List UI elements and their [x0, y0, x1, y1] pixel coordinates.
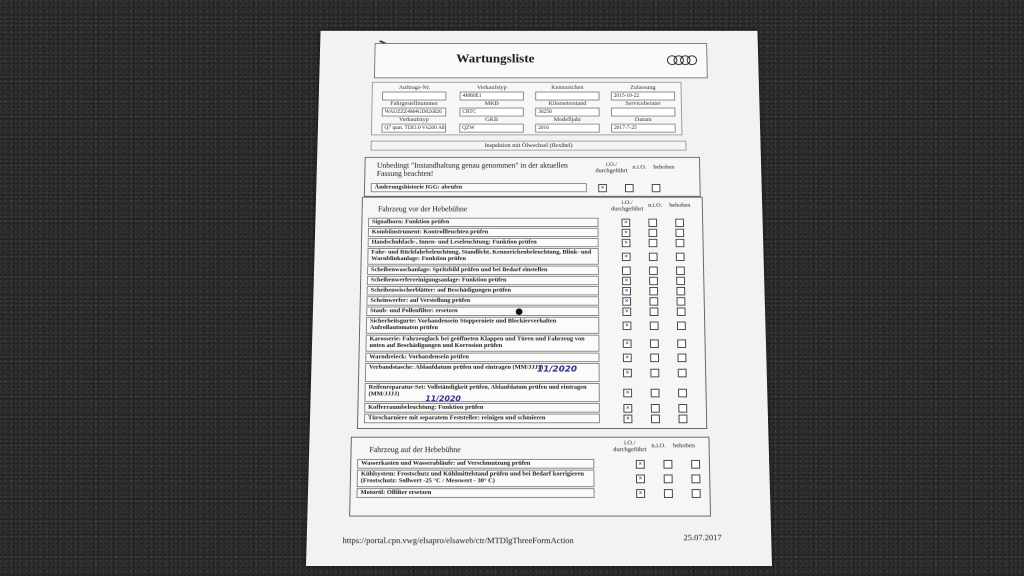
checklist-row	[366, 317, 599, 334]
checkbox-behoben[interactable]	[692, 489, 701, 498]
info-field-label: Datum	[634, 116, 652, 123]
checklist-row-label: Verbandstasche: Ablaufdatum prüfen und eintragen (MM/JJJJ)	[368, 364, 544, 371]
checkbox-nio[interactable]	[649, 229, 658, 237]
checklist-row-label: Staub- und Pollenfilter: ersetzen	[370, 307, 458, 315]
column-nio-header: n.i.O.	[648, 202, 663, 209]
section-on-lift-heading: Fahrzeug auf der Hebebühne	[369, 445, 461, 455]
checklist-row-label: Warndreieck: Vorhandensein prüfen	[369, 353, 469, 361]
checklist-row-label: Karosserie: Fahrzeuglack bei geöffneten Klappen und Türen und Fahrzeug von unten auf Beschädigungen und Korrosion prüfen	[369, 335, 585, 349]
checkbox-behoben[interactable]	[691, 474, 700, 483]
checkbox-behoben[interactable]	[678, 415, 687, 424]
column-nio-header: n.i.O.	[632, 164, 647, 171]
checklist-row	[371, 183, 587, 192]
checklist-row-label: Scheinwerfer: auf Verstellung prüfen	[370, 297, 471, 304]
checklist-row	[365, 353, 599, 362]
maintenance-sheet	[306, 31, 772, 566]
info-field	[535, 84, 599, 100]
checkbox-io[interactable]: ×	[636, 489, 645, 498]
checkbox-io[interactable]: ×	[622, 287, 631, 295]
section-igg	[364, 157, 701, 197]
checkbox-nio[interactable]	[649, 239, 658, 247]
checklist-row	[357, 470, 595, 488]
column-io-header: i.O./ durchgeführt	[613, 439, 647, 454]
info-field-label: Modelljahr	[553, 116, 582, 123]
checklist-row	[367, 286, 599, 295]
section-before-lift-heading: Fahrzeug vor der Hebebühne	[377, 204, 468, 214]
checklist-row	[368, 238, 599, 247]
checklist-row	[368, 218, 598, 227]
checklist-row	[356, 488, 594, 498]
info-field	[535, 100, 599, 116]
info-field-label: Verkaufstyp	[398, 116, 429, 123]
checkbox-io[interactable]: ×	[622, 219, 631, 227]
checklist-row-label: Wasserkasten und Wasserabläufe: auf Verschmutzung prüfen	[361, 459, 531, 467]
checkbox-behoben[interactable]	[675, 229, 684, 237]
checkbox-nio[interactable]	[650, 308, 659, 316]
checkbox-behoben[interactable]	[676, 267, 685, 275]
checklist-row	[366, 307, 599, 316]
checkbox-io[interactable]: ×	[622, 239, 631, 247]
checkbox-io[interactable]: ×	[623, 354, 632, 363]
checkbox-nio[interactable]	[625, 184, 634, 192]
info-field	[382, 84, 446, 100]
checkbox-io[interactable]: ×	[623, 415, 632, 424]
checklist-row-label: Sicherheitsgurte: Vorhandensein Stopperniete und Blockierverhalten Aufrollautomaten prüfen	[369, 317, 557, 331]
checkbox-nio[interactable]	[649, 277, 658, 285]
checkbox-nio[interactable]	[651, 404, 660, 413]
checkbox-io[interactable]: ×	[622, 308, 631, 316]
checkbox-behoben[interactable]	[676, 239, 685, 247]
checkbox-nio[interactable]	[650, 369, 659, 378]
info-field-label: MKB	[484, 100, 499, 107]
checklist-row-label: Fahr- und Rückfahrbeleuchtung, Standlicht, Kennzeichenbeleuchtung, Blink- und Warnblinkanlage: Funktion prüfen	[371, 248, 592, 262]
checkbox-behoben[interactable]	[677, 339, 686, 347]
checklist-row	[368, 228, 599, 237]
checklist-row-label: Motoröl: Ölfilter ersetzen	[360, 489, 432, 496]
info-field-value: 2016	[535, 124, 600, 133]
checklist-row-label: Handschuhfach-, Innen- und Leseleuchtung: Funktion prüfen	[371, 238, 537, 246]
info-field-label: Serviceberater	[625, 100, 661, 107]
checkbox-io[interactable]: ×	[623, 339, 632, 347]
checklist-row	[367, 248, 599, 265]
checkbox-io[interactable]: ×	[636, 474, 645, 483]
checklist-row	[364, 403, 600, 413]
checklist-row	[367, 266, 599, 275]
section-igg-heading: Unbedingt "Instandhaltung genau genommen" in der aktuellen Fassung beachten!	[376, 161, 568, 178]
checkbox-behoben[interactable]	[678, 389, 687, 398]
checkbox-behoben[interactable]	[676, 277, 685, 285]
info-field-value	[611, 108, 676, 117]
checkbox-nio[interactable]	[651, 415, 660, 424]
section-on-lift	[349, 437, 711, 517]
checklist-row-label: Scheibenwerferreinigungsanlage: Funktion prüfen	[370, 276, 507, 284]
checkbox-nio[interactable]	[664, 474, 673, 483]
checkbox-nio[interactable]	[650, 322, 659, 330]
checkbox-io[interactable]: ×	[623, 404, 632, 413]
info-field	[382, 100, 447, 116]
audi-logo-icon	[667, 55, 697, 64]
checklist-row	[364, 414, 600, 424]
checkbox-io[interactable]: ×	[623, 389, 632, 398]
checkbox-behoben[interactable]	[677, 297, 686, 305]
info-field	[459, 100, 523, 116]
vehicle-info-box	[371, 82, 683, 135]
info-field-value: 2017-7-25	[611, 124, 676, 133]
checklist-row	[366, 296, 599, 305]
checkbox-behoben[interactable]	[652, 184, 661, 192]
info-field-label: Kennzeichen	[551, 84, 584, 91]
checklist-row-label: Änderungshistorie IGG: abrufen	[374, 184, 463, 191]
info-field-label: Fahrgestellnummer	[390, 100, 439, 107]
info-field-label: Kilometerstand	[548, 100, 587, 107]
checkbox-nio[interactable]	[649, 267, 658, 275]
info-field	[611, 84, 675, 100]
info-field	[460, 84, 524, 100]
footer-date: 25.07.2017	[683, 532, 722, 543]
info-field-value: 2015-10-22	[611, 92, 675, 101]
checkbox-io[interactable]: ×	[636, 460, 645, 469]
handwritten-date-verband: 11/2020	[537, 364, 578, 375]
checkbox-io[interactable]: ×	[598, 184, 607, 192]
checklist-row-label: Kühlsystem: Frostschutz und Kühlmittelstand prüfen und bei Bedarf korrigieren (Frostschutz: Sollwert -25 °C / Messwert - 30° C)	[360, 470, 585, 485]
checkbox-nio[interactable]	[650, 339, 659, 347]
info-field-label: GKB	[485, 116, 499, 123]
checkbox-nio[interactable]	[649, 297, 658, 305]
checkbox-behoben[interactable]	[678, 404, 687, 413]
column-io-header: i.O./ durchgeführt	[611, 199, 644, 213]
checkbox-io[interactable]: ×	[623, 369, 632, 378]
info-field-value: 30258	[535, 108, 599, 117]
checkbox-nio[interactable]	[651, 389, 660, 398]
checklist-row-label: Scheibenwischerblätter: auf Beschädigungen prüfen	[370, 286, 511, 294]
info-field	[611, 100, 676, 116]
inspection-type: Inspektion mit Ölwechsel (flexibel)	[371, 141, 687, 151]
info-field-value: 4M80E1	[460, 92, 524, 101]
checklist-row	[357, 459, 594, 469]
info-field-value: WAUZZZ4M4GD026826	[382, 108, 447, 117]
checkbox-nio[interactable]	[663, 460, 672, 469]
column-behoben-header: behoben	[669, 202, 691, 209]
info-field-value: CRTC	[459, 108, 523, 117]
column-behoben-header: behoben	[653, 164, 675, 171]
info-field	[459, 117, 524, 133]
column-behoben-header: behoben	[673, 442, 695, 450]
checkbox-nio[interactable]	[664, 489, 673, 498]
checklist-row-label: Reifenreparatur-Set: Vollständigkeit prüfen, Ablaufdatum prüfen und eintragen (MM/JJJJ)	[368, 383, 587, 398]
marker-dot-icon	[516, 308, 523, 315]
checklist-row-label: Kombiinstrument: Kontrollleuchten prüfen	[371, 228, 489, 236]
checkbox-behoben[interactable]	[677, 308, 686, 316]
checkbox-behoben[interactable]	[677, 354, 686, 363]
info-field-value	[382, 92, 446, 101]
info-field	[611, 117, 676, 133]
info-field	[381, 117, 446, 133]
checklist-row	[367, 276, 599, 285]
info-field-label: Auftrags-Nr.	[398, 84, 431, 91]
info-field-value	[535, 92, 599, 101]
info-field	[535, 117, 600, 133]
checkbox-io[interactable]: ×	[622, 253, 631, 261]
handwritten-date-reifen: 11/2020	[425, 394, 461, 404]
info-field-label: Zulassung	[630, 84, 656, 91]
section-before-lift	[357, 197, 707, 429]
checkbox-behoben[interactable]	[678, 369, 687, 378]
checkbox-io[interactable]: ×	[622, 229, 631, 237]
checklist-row-label: Scheibenwaschanlage: Spritzbild prüfen und bei Bedarf einstellen	[370, 266, 548, 274]
checkbox-behoben[interactable]	[677, 322, 686, 330]
checkbox-nio[interactable]	[650, 354, 659, 363]
checkbox-behoben[interactable]	[676, 287, 685, 295]
footer-url: https://portal.cpn.vwg/elsapro/elsaweb/ctr/MTDlgThreeFormAction	[342, 535, 574, 546]
checkbox-behoben[interactable]	[675, 219, 684, 227]
checkbox-nio[interactable]	[649, 287, 658, 295]
checkbox-io[interactable]: ×	[623, 322, 632, 330]
checkbox-behoben[interactable]	[691, 460, 700, 469]
checkbox-io[interactable]: ×	[622, 277, 631, 285]
checklist-row-label: Kofferraumbeleuchtung: Funktion prüfen	[368, 404, 484, 411]
checkbox-io[interactable]	[622, 267, 631, 275]
column-io-header: i.O./ durchgeführt	[595, 161, 628, 175]
document-title: Wartungsliste	[456, 52, 535, 66]
checkbox-nio[interactable]	[648, 219, 657, 227]
checklist-row-label: Türscharniere mit separatem Feststeller: reinigen und schmieren	[367, 414, 546, 422]
checklist-row	[365, 335, 599, 352]
info-field-value: Q7 quat. TDI3.0 V6200 A8	[381, 124, 446, 133]
info-field-value: QZW	[459, 124, 524, 133]
checklist-row-label: Signalhorn: Funktion prüfen	[371, 218, 450, 226]
checklist-row	[364, 383, 599, 402]
column-nio-header: n.i.O.	[651, 442, 666, 450]
header-box	[374, 43, 708, 78]
checkbox-behoben[interactable]	[676, 253, 685, 261]
info-field-label: Verkaufstyp	[476, 84, 507, 91]
checkbox-io[interactable]: ×	[622, 297, 631, 305]
checkbox-nio[interactable]	[649, 253, 658, 261]
